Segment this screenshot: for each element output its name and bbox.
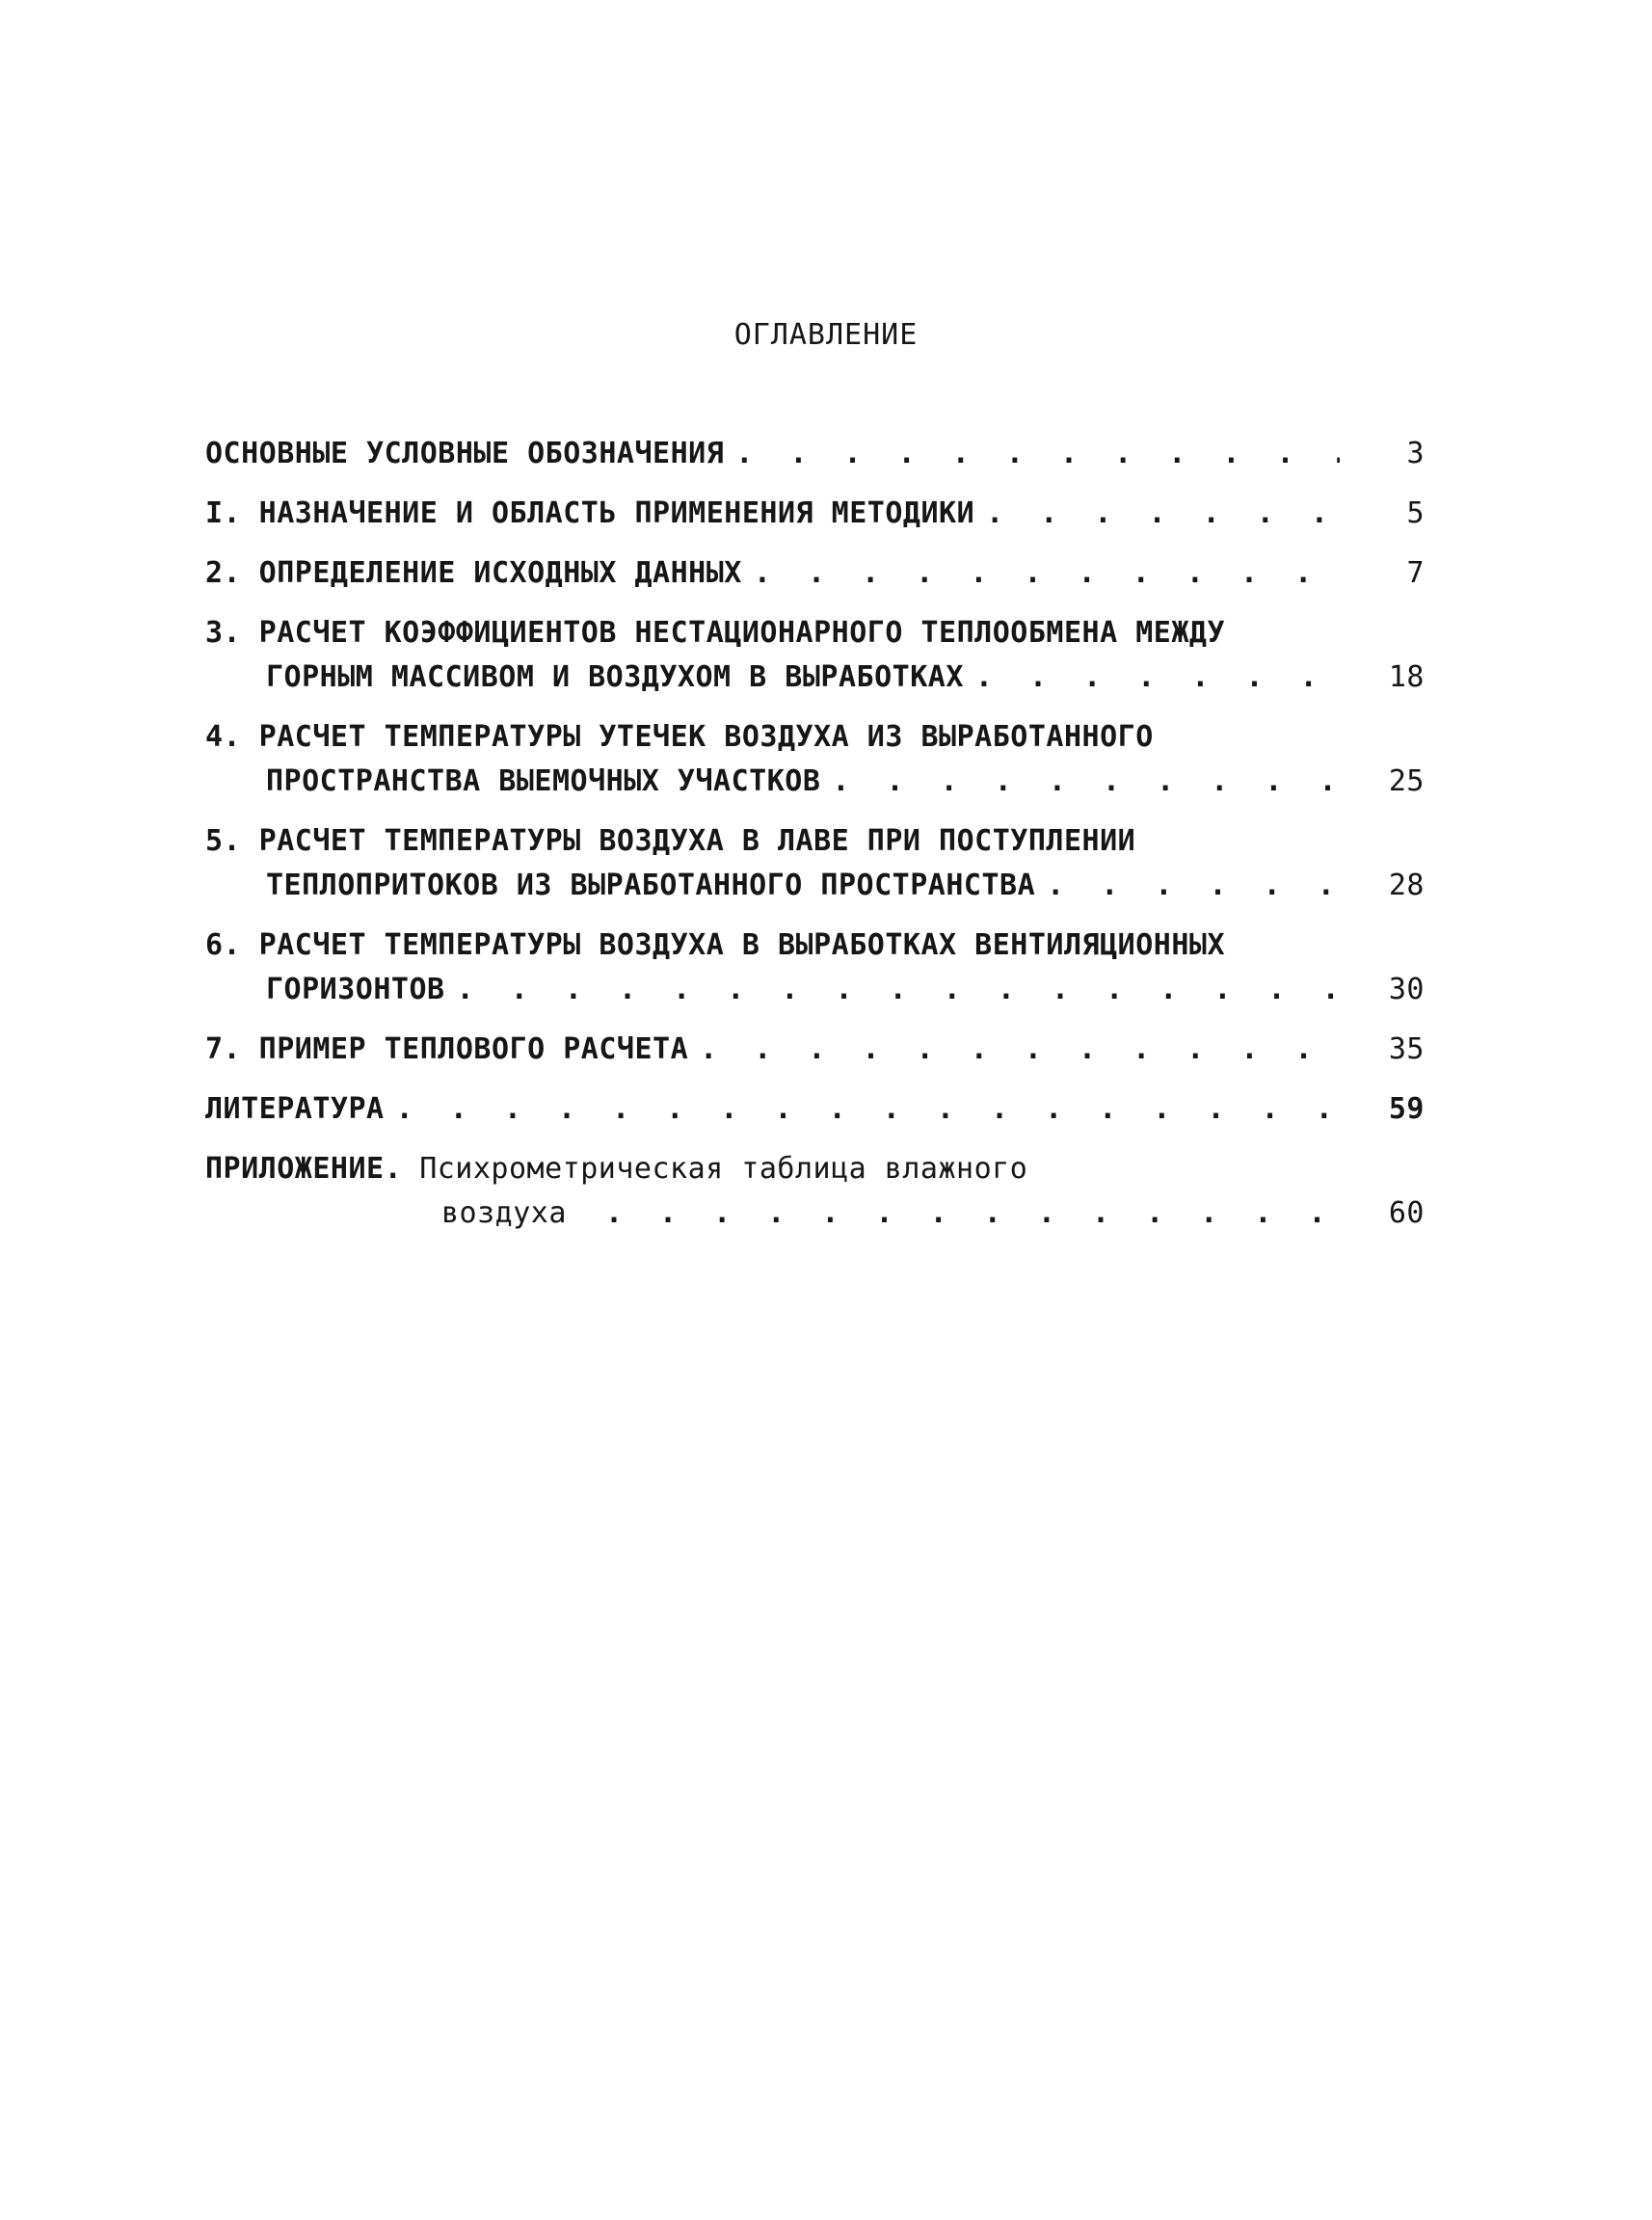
toc-entry-section-6 [205, 923, 1425, 1012]
appendix-title: Психрометрическая таблица влажного [419, 1152, 1028, 1186]
toc-title: ОГЛАВЛЕНИЕ [733, 318, 919, 352]
toc-entry-text: 3. РАСЧЕТ КОЭФФИЦИЕНТОВ НЕСТАЦИОНАРНОГО ТЕПЛООБМЕНА МЕЖДУ [205, 616, 1226, 650]
toc-page-number: 60 [1388, 1196, 1425, 1230]
toc-entry-literature [205, 1087, 1425, 1132]
toc-entry-text: ОСНОВНЫЕ УСЛОВНЫЕ ОБОЗНАЧЕНИЯ [205, 437, 725, 470]
toc-entry-text-cont: ПРОСТРАНСТВА ВЫЕМОЧНЫХ УЧАСТКОВ [266, 764, 821, 798]
toc-entry-text: 2. ОПРЕДЕЛЕНИЕ ИСХОДНЫХ ДАННЫХ [205, 556, 742, 590]
appendix-title-cont: воздуха [441, 1196, 567, 1230]
dot-leader [457, 968, 1340, 1012]
toc-entry-section-4 [205, 715, 1425, 804]
toc-entry-section-3 [205, 611, 1425, 700]
toc-entry-section-5 [205, 819, 1425, 908]
toc-page-number: 3 [1406, 437, 1425, 470]
toc-entry-text-cont: ТЕПЛОПРИТОКОВ ИЗ ВЫРАБОТАННОГО ПРОСТРАНСТВА [266, 869, 1036, 902]
dot-leader [754, 551, 1340, 596]
dot-leader [700, 1028, 1340, 1072]
dot-leader [605, 1191, 1340, 1236]
toc-entry-text: 5. РАСЧЕТ ТЕМПЕРАТУРЫ ВОЗДУХА В ЛАВЕ ПРИ ПОСТУПЛЕНИИ [205, 824, 1136, 858]
toc-entry-text: 4. РАСЧЕТ ТЕМПЕРАТУРЫ УТЕЧЕК ВОЗДУХА ИЗ ВЫРАБОТАННОГО [205, 720, 1154, 754]
toc-entry-text: ЛИТЕРАТУРА [205, 1092, 385, 1126]
toc-page-number: 59 [1388, 1092, 1425, 1126]
dot-leader [1047, 864, 1340, 908]
toc-entry-text: I. НАЗНАЧЕНИЕ И ОБЛАСТЬ ПРИМЕНЕНИЯ МЕТОДИКИ [205, 496, 975, 530]
toc-page-number: 28 [1388, 869, 1425, 902]
dot-leader [986, 492, 1340, 536]
toc-entry-section-7 [205, 1028, 1425, 1072]
toc-entry-text-cont: ГОРИЗОНТОВ [266, 973, 445, 1006]
dot-leader [975, 655, 1340, 700]
toc-entry-section-2 [205, 551, 1425, 596]
table-of-contents [205, 432, 1425, 1251]
toc-page-number: 30 [1388, 973, 1425, 1006]
toc-entry-appendix [205, 1147, 1425, 1236]
toc-entry-section-1 [205, 492, 1425, 536]
toc-entry-notation [205, 432, 1425, 476]
toc-page-number: 25 [1388, 764, 1425, 798]
toc-page-number: 18 [1388, 660, 1425, 694]
toc-page-number: 35 [1388, 1032, 1425, 1066]
appendix-label: ПРИЛОЖЕНИЕ. [205, 1152, 403, 1186]
toc-page-number: 7 [1406, 556, 1425, 590]
toc-entry-text-cont: ГОРНЫМ МАССИВОМ И ВОЗДУХОМ В ВЫРАБОТКАХ [266, 660, 964, 694]
dot-leader [832, 760, 1340, 804]
toc-entry-text: 7. ПРИМЕР ТЕПЛОВОГО РАСЧЕТА [205, 1032, 689, 1066]
dot-leader [396, 1087, 1340, 1132]
toc-page-number: 5 [1406, 496, 1425, 530]
dot-leader [735, 432, 1340, 476]
toc-entry-text: 6. РАСЧЕТ ТЕМПЕРАТУРЫ ВОЗДУХА В ВЫРАБОТКАХ ВЕНТИЛЯЦИОННЫХ [205, 928, 1226, 962]
